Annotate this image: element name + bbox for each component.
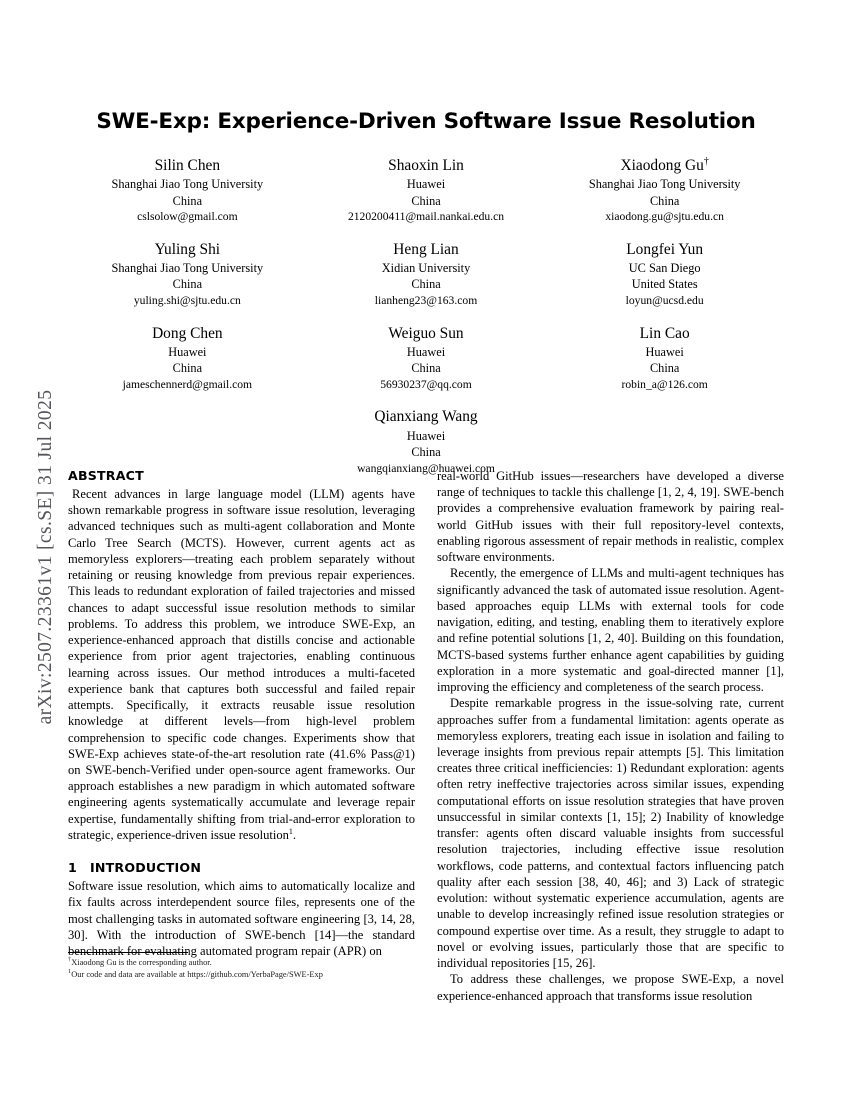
right-paragraph-3: Despite remarkable progress in the issue-solving rate, current approaches suffer from a fundamental limitation: agents operate as memoryless explorers, treating each issue in isolation and failing to leverage insights from previous repair attempts [5]. This limitation creates three critical inefficiencies: 1) Redundant exploration: agents often retry ineffective trajectories across similar issues, expending computational efforts on issue resolution strategies that have proven unsuccessful in similar contexts [1, 15]; 2) Inability of knowledge transfer: agents often discard valuable insights from successful resolution trajectories, including effective issue resolution workflows, code patterns, and contextual factors influencing patch quality after each session [38, 40, 46]; and 3) Lack of strategic evolution: without systematic experience accumulation, agents are unable to develop increasingly refined issue resolution strategies or compound expertise over time. As a result, they struggle to adapt to novel or evolving issues, particularly those that are specific to individual repositories [15, 26]. — [437, 696, 784, 971]
author-entry — [545, 155, 784, 239]
author-affiliation: Shanghai Jiao Tong University — [111, 176, 264, 191]
author-country: China — [172, 193, 203, 208]
author-affiliation: UC San Diego — [628, 260, 701, 275]
author-name: Weiguo Sun — [388, 324, 464, 342]
author-affiliation: Huawei — [406, 176, 446, 191]
author-affiliation: Shanghai Jiao Tong University — [111, 260, 264, 275]
author-name: Lin Cao — [639, 324, 690, 342]
right-paragraph-1: real-world GitHub issues—researchers have developed a diverse range of techniques to tackle this challenge [1, 2, 4, 19]. SWE-bench provides a comprehensive evaluation framework by pairing real-world GitHub issues with their full repository-level contexts, enabling rigorous assessment of repair methods in realistic, complex software environments. — [437, 469, 784, 565]
author-entry — [68, 239, 307, 323]
footnote-dagger-text: Xiaodong Gu is the corresponding author. — [71, 958, 212, 967]
author-affiliation: Huawei — [168, 344, 207, 359]
author-affiliation: Huawei — [406, 428, 446, 443]
author-entry — [545, 323, 784, 407]
author-row — [68, 323, 784, 407]
arxiv-stamp — [0, 0, 66, 1100]
author-entry — [68, 155, 307, 239]
introduction-paragraph-1: Software issue resolution, which aims to automatically localize and fix faults across interdependent source files, represents one of the most challenging tasks in automated software engineering [3, 14, 28, 30]. With the introduction of SWE-bench [14]—the standard benchmark for evaluating automated program repair (APR) on — [68, 879, 415, 959]
author-affiliation: Xidian University — [381, 260, 471, 275]
author-name: Dong Chen — [152, 324, 223, 342]
introduction-number: 1 — [68, 860, 77, 876]
author-email[interactable]: cslsolow@gmail.com — [137, 210, 238, 224]
author-entry — [307, 239, 546, 323]
author-block — [68, 155, 784, 491]
author-email[interactable]: loyun@ucsd.edu — [625, 294, 704, 308]
abstract-text: Recent advances in large language model (LLM) agents have shown remarkable progress in software issue resolution, leveraging advanced techniques such as multi-agent collaboration and Monte Carlo Tree Search (MCTS). However, current agents act as memoryless explorers—treating each problem separately without retaining or reusing knowledge from previous repair experiences. This leads to redundant exploration of failed trajectories and missed chances to adapt successful issue resolution methods to similar problems. To address this problem, we introduce SWE-Exp, an experience-enhanced approach that distills concise and actionable experience from prior agent trajectories, enabling continuous learning across issues. Our method introduces a multi-faceted experience bank that captures both successful and failed repair attempts. Specifically, it extracts reusable issue resolution knowledge at different levels—from high-level problem comprehension to specific code changes. Experiments show that SWE-Exp achieves state-of-the-art resolution rate (41.6% Pass@1) on SWE-bench-Verified under open-source agent frameworks. Our approach establishes a new paradigm in which automated software engineering agents systematically accumulate and leverage repair expertise, fundamentally shifting from trial-and-error exploration to strategic, experience-driven issue resolution$^1$. — [68, 487, 415, 842]
footnote-dagger — [68, 957, 415, 969]
abstract-footnote-marker: 1 — [288, 826, 293, 836]
left-column — [68, 468, 415, 1028]
author-row — [68, 155, 784, 239]
footnote-one-marker: 1 — [68, 968, 72, 976]
author-country: China — [411, 277, 441, 292]
two-column-body — [68, 468, 784, 1028]
author-email[interactable]: yuling.shi@sjtu.edu.cn — [133, 294, 241, 308]
footnote-one — [68, 969, 415, 981]
author-country: China — [172, 277, 203, 292]
right-paragraph-2: Recently, the emergence of LLMs and multi-agent techniques has significantly advanced the task of automated issue resolution. Agent-based approaches equip LLMs with external tools for code navigation, editing, and testing, enabling them to iteratively explore and refine potential solutions [1, 2, 40]. Building on this foundation, MCTS-based systems further enhance agent capabilities by guiding exploration in a more systematic and goal-directed manner [1], improving the efficiency and completeness of the search process. — [437, 566, 784, 695]
author-entry — [545, 239, 784, 323]
author-email[interactable]: robin_a@126.com — [621, 377, 708, 391]
footnote-dagger-marker: † — [68, 956, 72, 964]
author-email[interactable]: 2120200411@mail.nankai.edu.cn — [347, 210, 505, 224]
author-name: Shaoxin Lin — [388, 156, 464, 174]
introduction-title: INTRODUCTION — [90, 860, 202, 876]
author-email[interactable]: jameschennerd@gmail.com — [122, 377, 253, 391]
author-email[interactable]: wangqianxiang@huawei.com — [357, 461, 495, 475]
author-country: China — [411, 445, 441, 460]
author-entry — [68, 323, 307, 407]
author-country: China — [411, 193, 441, 208]
footnote-rule — [68, 952, 188, 953]
author-country: United States — [631, 277, 698, 292]
author-name: Qianxiang Wang — [374, 408, 478, 426]
author-country: China — [649, 361, 680, 376]
author-affiliation: Shanghai Jiao Tong University — [588, 176, 741, 191]
paper-page — [68, 0, 784, 1100]
introduction-heading — [68, 860, 415, 875]
author-affiliation: Huawei — [645, 344, 684, 359]
footnote-one-text: Our code and data are available at https://github.com/YerbaPage/SWE-Exp — [71, 970, 323, 980]
author-name: Heng Lian — [393, 240, 459, 258]
author-name: Yuling Shi — [154, 240, 221, 258]
author-email[interactable]: xiaodong.gu@sjtu.edu.cn — [605, 210, 724, 224]
right-paragraph-4: To address these challenges, we propose SWE-Exp, a novel experience-enhanced approach that transforms issue resolution — [437, 972, 784, 1003]
arxiv-stamp-text: arXiv:2507.23361v1 [cs.SE] 31 Jul 2025 — [35, 389, 56, 725]
author-affiliation: Huawei — [406, 344, 446, 359]
author-country: China — [411, 361, 441, 376]
abstract-heading: ABSTRACT — [68, 468, 144, 483]
author-row — [68, 239, 784, 323]
footnotes — [68, 952, 415, 981]
author-entry — [307, 155, 546, 239]
author-country: China — [649, 193, 680, 208]
author-country: China — [172, 361, 203, 376]
author-entry — [307, 323, 546, 407]
author-name: Longfei Yun — [626, 240, 704, 258]
author-email[interactable]: lianheng23@163.com — [374, 294, 478, 308]
page-title: SWE-Exp: Experience-Driven Software Issue Resolution — [96, 109, 756, 134]
author-name: Silin Chen — [154, 156, 221, 174]
right-column — [437, 468, 784, 1028]
author-name: Xiaodong Gu† — [620, 155, 709, 174]
author-email[interactable]: 56930237@qq.com — [380, 377, 472, 391]
corresponding-author-marker: † — [703, 155, 709, 167]
